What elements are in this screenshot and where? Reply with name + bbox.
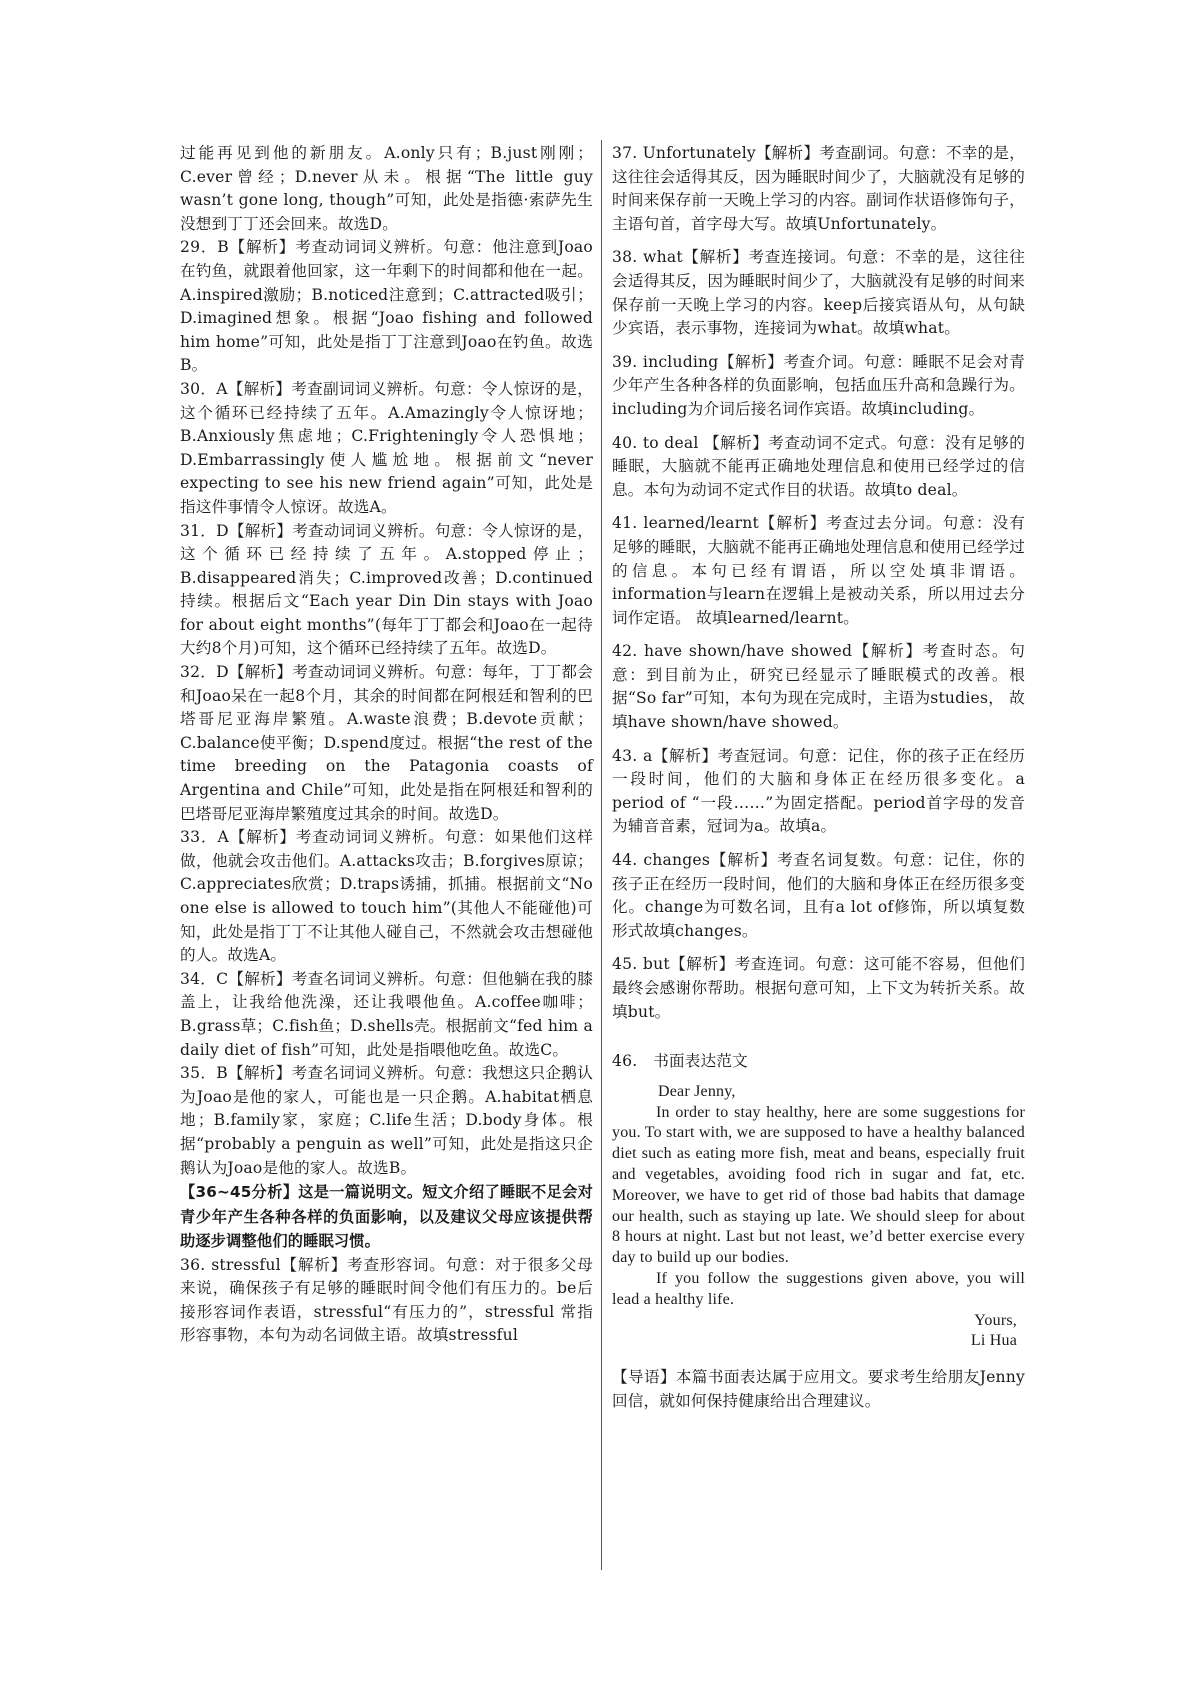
answer-36: 36. stressful【解析】考查形容词。句意：对于很多父母来说，确保孩子有足够的睡眠时间令他们有压力的。be后接形容词作表语，stressful“有压力的”，stressful 常指形容事物，本句为动名词做主语。故填stressful	[180, 1255, 593, 1345]
answer-44: 44. changes【解析】考查名词复数。句意：记住，你的孩子正在经历一段时间，他们的大脑和身体正在经历很多变化。change为可数名词，且有a lot of修饰，所以填复数形式故填changes。	[612, 851, 1025, 940]
answer-38: 38. what【解析】考查连接词。句意：不幸的是，这往往会适得其反，因为睡眠时间少了，大脑就没有足够的时间来保存前一天晚上学习的内容。keep后接宾语从句，从句缺少宾语，表示事物，连接词为what。故填what。	[612, 248, 1025, 338]
answer-35: 35．B【解析】考查名词词义辨析。句意：我想这只企鹅认为Joao是他的家人，可能也是一只企鹅。A.habitat栖息地；B.family家，家庭；C.life生活；D.body身体。根据“probably a penguin as well”可知，此处是指这只企鹅认为Joao是他的家人。故选B。	[180, 1064, 593, 1177]
answer-33: 33．A【解析】考查动词词义辨析。句意：如果他们这样做，他就会攻击他们。A.attacks攻击；B.forgives原谅；C.appreciates欣赏；D.traps诱捕，抓捕。根据前文“No one else is allowed to touch him”(其他人不能碰他)可知，此处是指丁丁不让其他人碰自己，不然就会攻击想碰他的人。故选A。	[180, 828, 593, 965]
right-column	[612, 142, 1025, 1413]
answer-37: 37. Unfortunately【解析】考查副词。句意：不幸的是，这往往会适得其反，因为睡眠时间少了，大脑就没有足够的时间来保存前一天晚上学习的内容。副词作状语修饰句子，主语句首，首字母大写。故填Unfortunately。	[612, 144, 1025, 233]
essay-guide-note: 【导语】本篇书面表达属于应用文。要求考生给朋友Jenny回信，就如何保持健康给出合理建议。	[612, 1368, 1025, 1410]
answer-34: 34．C【解析】考查名词词义辨析。句意：但他躺在我的膝盖上，让我给他洗澡，还让我喂他鱼。A.coffee咖啡；B.grass草；C.fish鱼；D.shells壳。根据前文“fed him a daily diet of fish”可知，此处是指喂他吃鱼。故选C。	[180, 969, 593, 1059]
letter-salutation: Dear Jenny,	[658, 1082, 736, 1100]
answer-30: 30．A【解析】考查副词词义辨析。句意：令人惊讶的是，这个循环已经持续了五年。A.Amazingly令人惊讶地；B.Anxiously焦虑地；C.Frighteningly令人恐惧地；D.Embarrassingly使人尴尬地。根据前文“never expecting to see his new friend again”可知，此处是指这件事情令人惊讶。故选A。	[180, 379, 593, 516]
answer-45: 45. but【解析】考查连词。句意：这可能不容易，但他们最终会感谢你帮助。根据句意可知，上下文为转折关系。故填but。	[612, 955, 1025, 1021]
answer-31: 31．D【解析】考查动词词义辨析。句意：令人惊讶的是，这个循环已经持续了五年。A.stopped停止；B.disappeared消失；C.improved改善；D.continued持续。根据后文“Each year Din Din stays with Joao for about eight months”(每年丁丁都会和Joao在一起待大约8个月)可知，这个循环已经持续了五年。故选D。	[180, 521, 593, 658]
answer-42: 42. have shown/have showed【解析】考查时态。句意：到目前为止，研究已经显示了睡眠模式的改善。根据“So far”可知，本句为现在完成时，主语为studies， 故填have shown/have showed。	[612, 642, 1025, 732]
letter-closing: Yours,	[974, 1311, 1017, 1329]
column-divider	[601, 140, 602, 1570]
answer-39: 39. including【解析】考查介词。句意：睡眠不足会对青少年产生各种各样的负面影响，包括血压升高和急躁行为。including为介词后接名词作宾语。故填including。	[612, 352, 1025, 418]
essay-title: 46. 书面表达范文	[612, 1052, 748, 1071]
answer-40: 40. to deal 【解析】考查动词不定式。句意：没有足够的睡眠，大脑就不能再正确地处理信息和使用已经学过的信息。本句为动词不定式作目的状语。故填to deal。	[612, 433, 1025, 499]
answer-43: 43. a【解析】考查冠词。句意：记住，你的孩子正在经历一段时间，他们的大脑和身体正在经历很多变化。a period of “一段……”为固定搭配。period首字母的发音为辅音音素，冠词为a。故填a。	[612, 746, 1025, 836]
letter-signature: Li Hua	[970, 1332, 1017, 1350]
sample-letter	[612, 1082, 1025, 1352]
letter-paragraph-2: If you follow the suggestions given above, you will lead a healthy life.	[612, 1269, 1025, 1308]
left-column	[180, 142, 593, 1348]
letter-paragraph-1: In order to stay healthy, here are some suggestions for you. To start with, we are supposed to have a healthy balanced diet such as eating more fish, meat and beans, especially fruit and vegetables, avoiding food rich in sugar and fat, etc. Moreover, we have to get rid of those bad habits that damage our health, such as staying up late. We should sleep for about 8 hours at night. Last but not least, we’d better exercise every day to build up our bodies.	[612, 1103, 1025, 1267]
answer-41: 41. learned/learnt【解析】考查过去分词。句意：没有足够的睡眠，大脑就不能再正确地处理信息和使用已经学过的信息。本句已经有谓语，所以空处填非谓语。information与learn在逻辑上是被动关系，所以用过去分词作定语。 故填learned/learnt。	[612, 514, 1025, 627]
answer-28-continued: 过能再见到他的新朋友。A.only只有；B.just刚刚；C.ever曾经；D.never从未。根据“The little guy wasn’t gone long, though”可知，此处是指德·索萨先生没想到丁丁还会回来。故选D。	[180, 144, 593, 233]
answer-29: 29．B【解析】考查动词词义辨析。句意：他注意到Joao在钓鱼，就跟着他回家，这一年剩下的时间都和他在一起。A.inspired激励；B.noticed注意到；C.attracted吸引；D.imagined想象。根据“Joao fishing and followed him home”可知，此处是指丁丁注意到Joao在钓鱼。故选B。	[180, 238, 593, 375]
answer-32: 32．D【解析】考查动词词义辨析。句意：每年，丁丁都会和Joao呆在一起8个月，其余的时间都在阿根廷和智利的巴塔哥尼亚海岸繁殖。A.waste浪费；B.devote贡献；C.balance使平衡；D.spend度过。根据“the rest of the time breeding on the Patagonia coasts of Argentina and Chile”可知，此处是指在阿根廷和智利的巴塔哥尼亚海岸繁殖度过其余的时间。故选D。	[180, 663, 593, 823]
passage-analysis-36-45: 【36~45分析】这是一篇说明文。短文介绍了睡眠不足会对青少年产生各种各样的负面影响，以及建议父母应该提供帮助逐步调整他们的睡眠习惯。	[180, 1183, 593, 1251]
